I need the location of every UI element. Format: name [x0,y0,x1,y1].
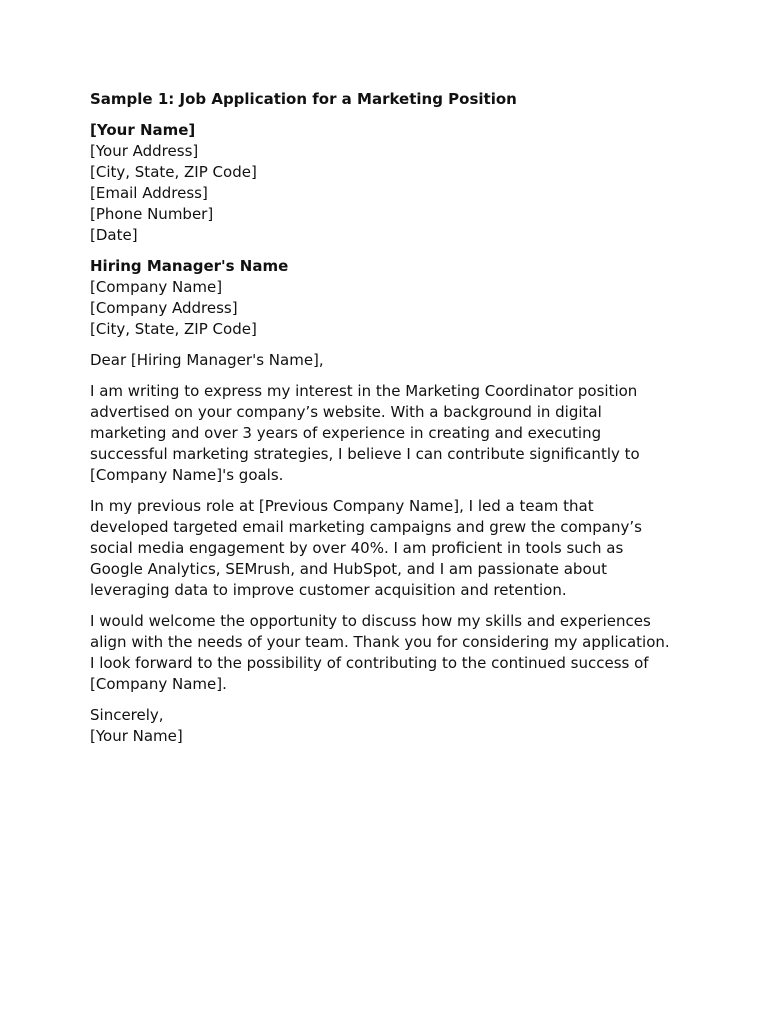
salutation: Dear [Hiring Manager's Name], [90,351,324,369]
body-paragraph-1 [90,381,690,486]
paragraph-line: marketing and over 3 years of experience in creating and executing [90,424,602,442]
paragraph-line: I look forward to the possibility of contributing to the continued success of [90,654,649,672]
body-paragraph-3 [90,611,690,695]
sender-email: [Email Address] [90,184,208,202]
paragraph-line: developed targeted email marketing campaigns and grew the company’s [90,518,642,536]
recipient-company: [Company Name] [90,278,223,296]
closing: Sincerely, [90,706,164,724]
body-paragraph-2 [90,496,690,601]
sender-block [90,120,690,246]
recipient-city-state-zip: [City, State, ZIP Code] [90,320,257,338]
paragraph-line: leveraging data to improve customer acquisition and retention. [90,581,567,599]
sender-address: [Your Address] [90,142,199,160]
paragraph-line: social media engagement by over 40%. I am proficient in tools such as [90,539,624,557]
sender-name: [Your Name] [90,121,196,139]
paragraph-line: I am writing to express my interest in the Marketing Coordinator position [90,382,638,400]
recipient-company-address: [Company Address] [90,299,238,317]
sender-city-state-zip: [City, State, ZIP Code] [90,163,257,181]
recipient-block [90,256,690,340]
document-title: Sample 1: Job Application for a Marketing Position [90,90,517,108]
signature: [Your Name] [90,727,183,745]
paragraph-line: I would welcome the opportunity to discuss how my skills and experiences [90,612,651,630]
paragraph-line: [Company Name]'s goals. [90,466,284,484]
paragraph-line: successful marketing strategies, I believe I can contribute significantly to [90,445,640,463]
paragraph-line: Google Analytics, SEMrush, and HubSpot, and I am passionate about [90,560,608,578]
letter-page [90,89,690,757]
paragraph-line: align with the needs of your team. Thank you for considering my application. [90,633,670,651]
sender-phone: [Phone Number] [90,205,214,223]
paragraph-line: advertised on your company’s website. With a background in digital [90,403,602,421]
recipient-name: Hiring Manager's Name [90,257,289,275]
closing-block [90,705,690,747]
paragraph-line: [Company Name]. [90,675,227,693]
paragraph-line: In my previous role at [Previous Company Name], I led a team that [90,497,594,515]
sender-date: [Date] [90,226,138,244]
